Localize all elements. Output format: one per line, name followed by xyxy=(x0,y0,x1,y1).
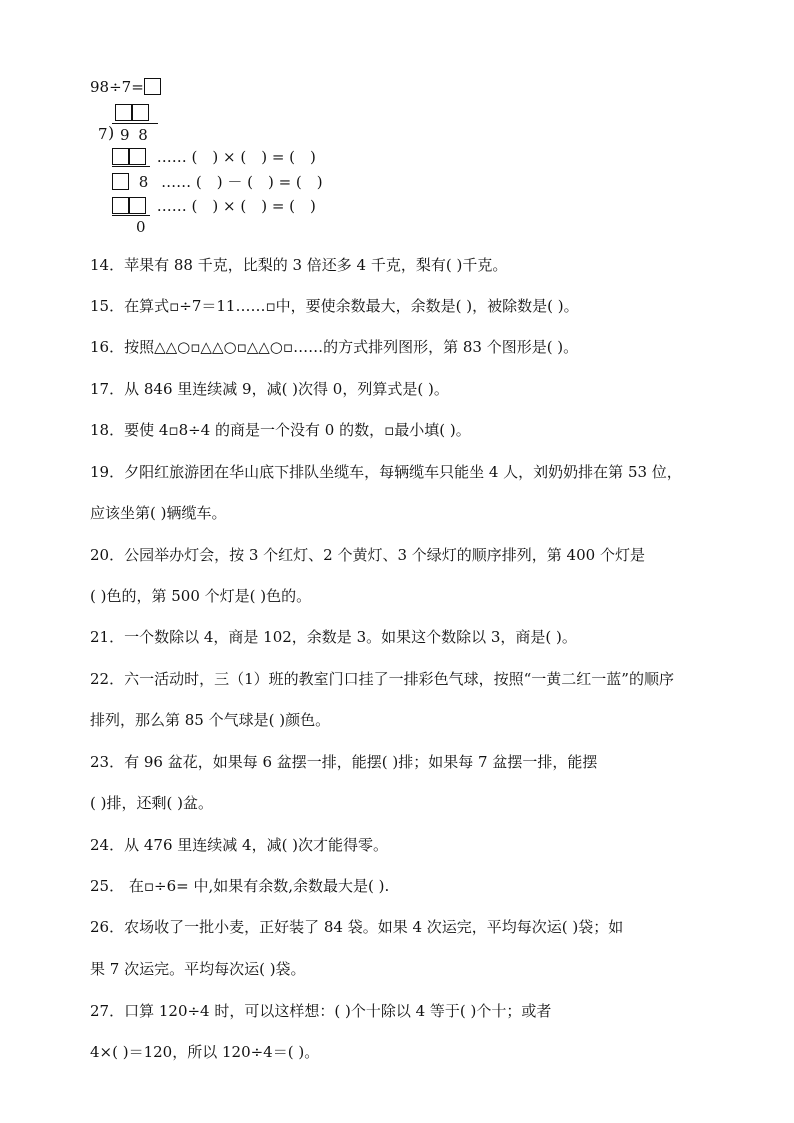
equation-text: 98÷7= xyxy=(90,78,144,96)
blank-box xyxy=(112,148,129,165)
blank-box xyxy=(112,173,129,190)
question-20-line-1: 20．公园举办灯会，按 3 个红灯、2 个黄灯、3 个绿灯的顺序排列，第 400 个灯是 xyxy=(90,546,645,564)
long-division-diagram xyxy=(90,78,390,238)
question-26-line-2: 果 7 次运完。平均每次运( )袋。 xyxy=(90,960,306,978)
step-row-2 xyxy=(112,171,323,192)
question-20-line-2: ( )色的，第 500 个灯是( )色的。 xyxy=(90,587,312,605)
question-26-line-1: 26．农场收了一批小麦，正好装了 84 袋。如果 4 次运完，平均每次运( )袋；如 xyxy=(90,918,624,936)
blank-box xyxy=(132,104,149,121)
question-22-line-2: 排列，那么第 85 个气球是( )颜色。 xyxy=(90,711,331,729)
subtraction-line-2 xyxy=(112,215,150,216)
question-23-line-1: 23．有 96 盆花，如果每 6 盆摆一排，能摆( )排；如果每 7 盆摆一排，能摆 xyxy=(90,753,598,771)
question-15: 15．在算式▫÷7＝11……▫中，要使余数最大，余数是( )，被除数是( )。 xyxy=(90,297,579,315)
question-27-line-1: 27．口算 120÷4 时，可以这样想：( )个十除以 4 等于( )个十；或者 xyxy=(90,1002,552,1020)
blank-box xyxy=(129,148,146,165)
question-19-line-1: 19．夕阳红旅游团在华山底下排队坐缆车，每辆缆车只能坐 4 人，刘奶奶排在第 53 位， xyxy=(90,463,682,481)
remainder: 0 xyxy=(136,218,146,236)
question-24: 24．从 476 里连续减 4，减( )次才能得零。 xyxy=(90,836,389,854)
answer-box xyxy=(144,78,161,95)
question-16: 16．按照△△○▫△△○▫△△○▫……的方式排列图形，第 83 个图形是( )。 xyxy=(90,338,579,356)
question-18: 18．要使 4▫8÷4 的商是一个没有 0 的数，▫最小填( )。 xyxy=(90,421,471,439)
division-equation xyxy=(90,78,161,96)
question-25: 25． 在▫÷6= 中,如果有余数,余数最大是( ). xyxy=(90,877,390,895)
step-row-1-text: …… ( ) × ( ) = ( ) xyxy=(156,148,316,166)
subtraction-line-1 xyxy=(112,166,150,167)
blank-box xyxy=(112,197,129,214)
question-22-line-1: 22．六一活动时，三（1）班的教室门口挂了一排彩色气球，按照“一黄二红一蓝”的顺序 xyxy=(90,670,674,688)
question-27-line-2: 4×( )＝120，所以 120÷4＝( )。 xyxy=(90,1043,320,1061)
step-row-3 xyxy=(112,195,316,216)
question-21: 21．一个数除以 4，商是 102，余数是 3。如果这个数除以 3，商是( )。 xyxy=(90,628,577,646)
question-17: 17．从 846 里连续减 9，减( )次得 0，列算式是( )。 xyxy=(90,380,449,398)
divisor: 7 xyxy=(98,125,108,143)
step-row-1 xyxy=(112,146,316,167)
question-19-line-2: 应该坐第( )辆缆车。 xyxy=(90,504,227,522)
division-bracket: ) xyxy=(108,123,115,142)
step-row-2-digit: 8 xyxy=(138,173,149,191)
step-row-2-text: …… ( ) － ( ) = ( ) xyxy=(161,173,323,191)
dividend: 9 8 xyxy=(120,126,150,144)
question-14: 14．苹果有 88 千克，比梨的 3 倍还多 4 千克，梨有( )千克。 xyxy=(90,256,508,274)
quotient-boxes xyxy=(115,104,149,122)
blank-box xyxy=(129,197,146,214)
blank-box xyxy=(115,104,132,121)
division-bar xyxy=(112,123,158,124)
step-row-3-text: …… ( ) × ( ) = ( ) xyxy=(156,197,316,215)
question-23-line-2: ( )排，还剩( )盆。 xyxy=(90,794,213,812)
